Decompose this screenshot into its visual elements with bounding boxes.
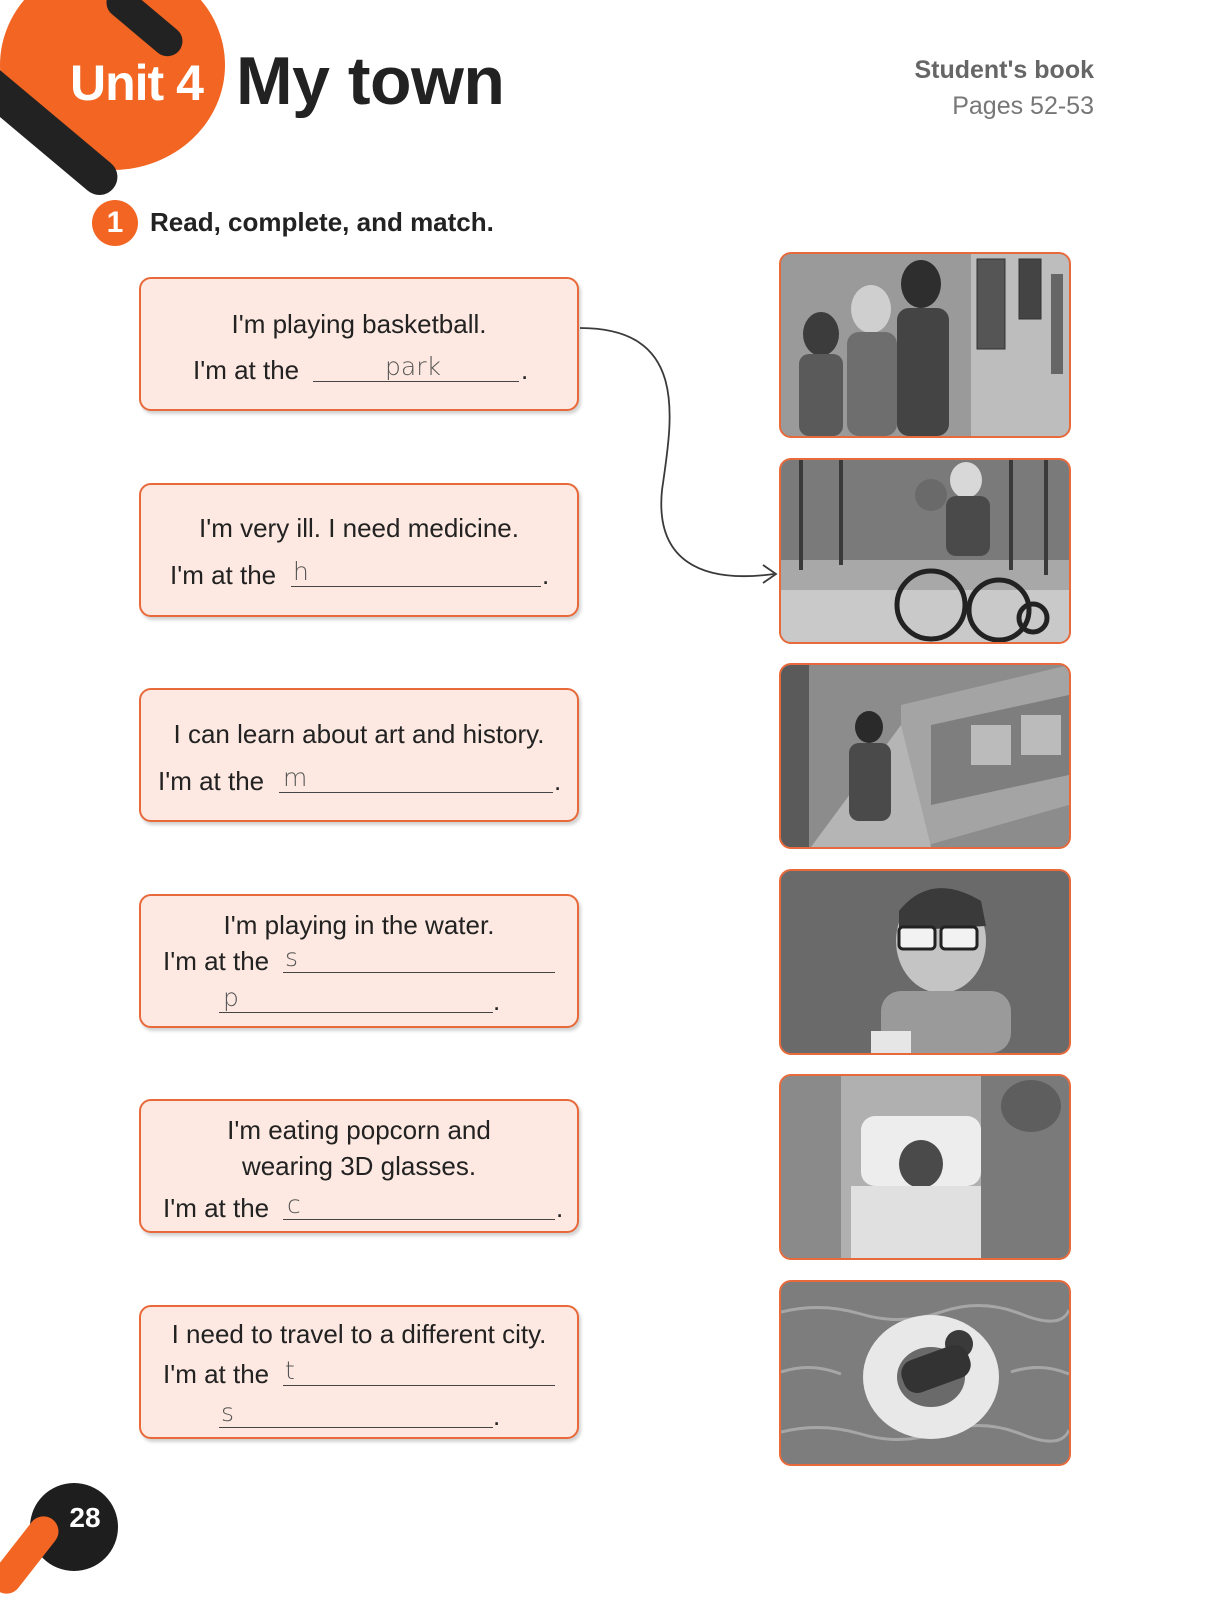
- swimming-pool-photo[interactable]: [779, 1280, 1071, 1466]
- sentence-end: .: [554, 766, 562, 796]
- park-wheelchair-photo[interactable]: [779, 458, 1071, 644]
- hint-letter-2: p: [223, 983, 239, 1012]
- answer-blank-1[interactable]: [313, 353, 519, 382]
- sentence-card-3: [139, 688, 579, 822]
- answer-blank-2[interactable]: [291, 558, 541, 587]
- hint-letter: t: [285, 1356, 295, 1385]
- sentence-card-2: [139, 483, 579, 617]
- card-prefix: I'm at the: [193, 355, 300, 385]
- reference-pages: Pages 52-53: [952, 92, 1094, 120]
- unit-label: Unit 4: [70, 55, 203, 111]
- sentence-end: .: [542, 560, 550, 590]
- sentence-card-6: [139, 1305, 579, 1439]
- hint-letter: s: [285, 943, 299, 972]
- train-station-photo[interactable]: [779, 663, 1071, 849]
- page-number: 28: [69, 1502, 101, 1533]
- card-sentence: I need to travel to a different city.: [171, 1319, 547, 1349]
- sentence-end: .: [521, 355, 529, 385]
- answer-blank-4a[interactable]: [283, 944, 555, 973]
- hint-letter: c: [287, 1190, 301, 1219]
- card-prefix: I'm at the: [163, 1359, 270, 1389]
- card-prefix: I'm at the: [163, 946, 270, 976]
- answer-blank-5[interactable]: [283, 1191, 555, 1220]
- hint-letter: m: [283, 763, 308, 792]
- answer-blank-6a[interactable]: [283, 1357, 555, 1386]
- card-sentence: I'm playing in the water.: [223, 910, 495, 940]
- hint-letter: h: [293, 557, 309, 586]
- card-sentence: I'm playing basketball.: [231, 309, 487, 339]
- card-prefix: I'm at the: [158, 766, 265, 796]
- card-sentence-2: wearing 3D glasses.: [241, 1151, 477, 1181]
- reference-title: Student's book: [914, 56, 1094, 84]
- arrowhead-icon: [763, 565, 776, 583]
- cinema-3d-glasses-photo[interactable]: [779, 869, 1071, 1055]
- answer-text: park: [385, 352, 441, 381]
- sentence-card-1: [139, 277, 579, 411]
- sentence-end: .: [493, 986, 501, 1016]
- exercise-number: 1: [92, 200, 138, 246]
- hint-letter-2: s: [221, 1398, 235, 1427]
- answer-blank-6b[interactable]: [219, 1399, 493, 1428]
- museum-photo[interactable]: [779, 252, 1071, 438]
- page-title: My town: [236, 43, 505, 119]
- sentence-card-5: [139, 1099, 579, 1233]
- answer-blank-3[interactable]: [279, 764, 553, 793]
- card-sentence: I'm very ill. I need medicine.: [199, 513, 519, 543]
- sentence-end: .: [493, 1401, 501, 1431]
- card-prefix: I'm at the: [170, 560, 277, 590]
- card-sentence: I can learn about art and history.: [173, 719, 545, 749]
- answer-blank-4b[interactable]: [219, 984, 493, 1013]
- hospital-photo[interactable]: [779, 1074, 1071, 1260]
- exercise-instruction: Read, complete, and match.: [150, 207, 494, 237]
- sentence-card-4: [139, 894, 579, 1028]
- card-sentence: I'm eating popcorn and: [227, 1115, 491, 1145]
- sentence-end: .: [556, 1193, 564, 1223]
- card-prefix: I'm at the: [163, 1193, 270, 1223]
